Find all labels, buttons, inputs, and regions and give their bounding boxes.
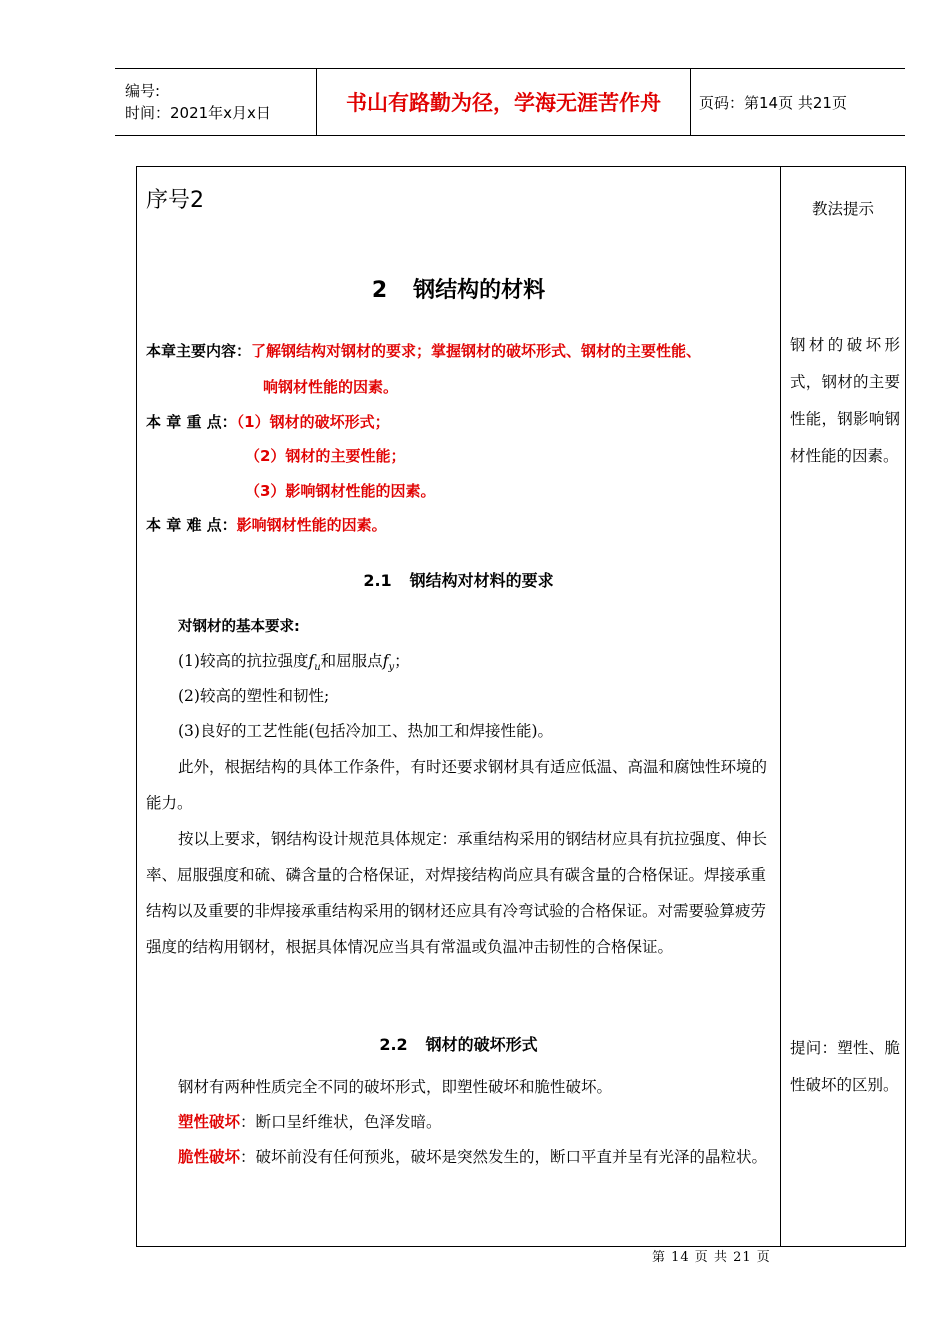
paragraph-extra: 此外，根据结构的具体工作条件，有时还要求钢材具有适应低温、高温和腐蚀性环境的能力。 bbox=[146, 758, 768, 812]
failure-intro: 钢材有两种性质完全不同的破坏形式，即塑性破坏和脆性破坏。 bbox=[178, 1078, 613, 1096]
requirement-2: (2)较高的塑性和韧性; bbox=[178, 687, 330, 705]
section-2-2-number: 2.2 bbox=[379, 1035, 408, 1054]
section-2-1-number: 2.1 bbox=[363, 571, 392, 590]
main-content-line bbox=[146, 341, 701, 361]
section-2-2-heading bbox=[137, 1032, 780, 1055]
main-content-text-1: 了解钢结构对钢材的要求；掌握钢材的破坏形式、钢材的主要性能、 bbox=[251, 342, 702, 360]
motto-text: 书山有路勤为径，学海无涯苦作舟 bbox=[346, 91, 661, 115]
key-point-2: （2）钢材的主要性能； bbox=[245, 447, 406, 465]
plastic-failure: 塑性破坏：断口呈纤维状，色泽发暗。 bbox=[178, 1113, 442, 1131]
page-header bbox=[115, 68, 905, 136]
sequence-number: 序号2 bbox=[146, 188, 204, 213]
key-points-line bbox=[146, 412, 390, 432]
section-2-1-title: 钢结构对材料的要求 bbox=[409, 571, 554, 590]
page-info-text: 页码：第14页 共21页 bbox=[699, 93, 847, 112]
teaching-tips-column bbox=[781, 167, 905, 1246]
key-point-3: （3）影响钢材性能的因素。 bbox=[245, 482, 436, 500]
code-label: 编号: bbox=[125, 82, 161, 100]
requirement-3: (3)良好的工艺性能(包括冷加工、热加工和焊接性能)。 bbox=[178, 722, 554, 740]
header-page-info bbox=[691, 69, 905, 135]
section-2-2-title: 钢材的破坏形式 bbox=[425, 1035, 538, 1054]
teaching-tips-title: 教法提示 bbox=[811, 200, 874, 218]
lesson-content bbox=[137, 167, 781, 1246]
main-content-text-2: 响钢材性能的因素。 bbox=[263, 378, 399, 396]
chapter-number: 2 bbox=[371, 278, 388, 303]
teaching-note-2: 提问：塑性、脆性破坏的区别。 bbox=[790, 1039, 900, 1094]
header-motto bbox=[317, 69, 691, 135]
requirement-1: (1)较高的抗拉强度$f_u$和屈服点$f_y$； bbox=[178, 652, 410, 674]
teaching-note-1: 钢材的破坏形式，钢材的主要性能，钢影响钢材性能的因素。 bbox=[790, 336, 900, 465]
requirements-heading: 对钢材的基本要求: bbox=[178, 619, 300, 635]
lesson-table bbox=[136, 166, 906, 1247]
key-points-label: 本 章 重 点： bbox=[146, 413, 237, 431]
page-footer: 第 14 页 共 21 页 bbox=[652, 1250, 771, 1265]
difficulty-line bbox=[146, 515, 387, 535]
main-content-label: 本章主要内容： bbox=[146, 342, 252, 360]
section-2-1-heading bbox=[137, 568, 780, 591]
paragraph-spec: 按以上要求，钢结构设计规范具体规定：承重结构采用的钢结材应具有抗拉强度、伸长率、屈服强度和硫、磷含量的合格保证，对焊接结构尚应具有碳含量的合格保证。焊接承重结构以及重要的非焊接承重结构采用的钢材还应具有冷弯试验的合格保证。对需要验算疲劳强度的结构用钢材，根据具体情况应当具有常温或负温冲击韧性的合格保证。 bbox=[146, 830, 768, 956]
brittle-failure: 脆性破坏：破坏前没有任何预兆，破坏是突然发生的，断口平直并呈有光泽的晶粒状。 bbox=[178, 1148, 768, 1166]
time-label: 时间：2021年x月x日 bbox=[125, 104, 271, 122]
header-meta bbox=[115, 69, 317, 135]
chapter-title bbox=[137, 273, 780, 304]
difficulty-label: 本 章 难 点： bbox=[146, 516, 237, 534]
key-point-1: （1）钢材的破坏形式； bbox=[236, 413, 390, 431]
chapter-title-text: 钢结构的材料 bbox=[413, 278, 546, 303]
difficulty-text: 影响钢材性能的因素。 bbox=[236, 516, 387, 534]
